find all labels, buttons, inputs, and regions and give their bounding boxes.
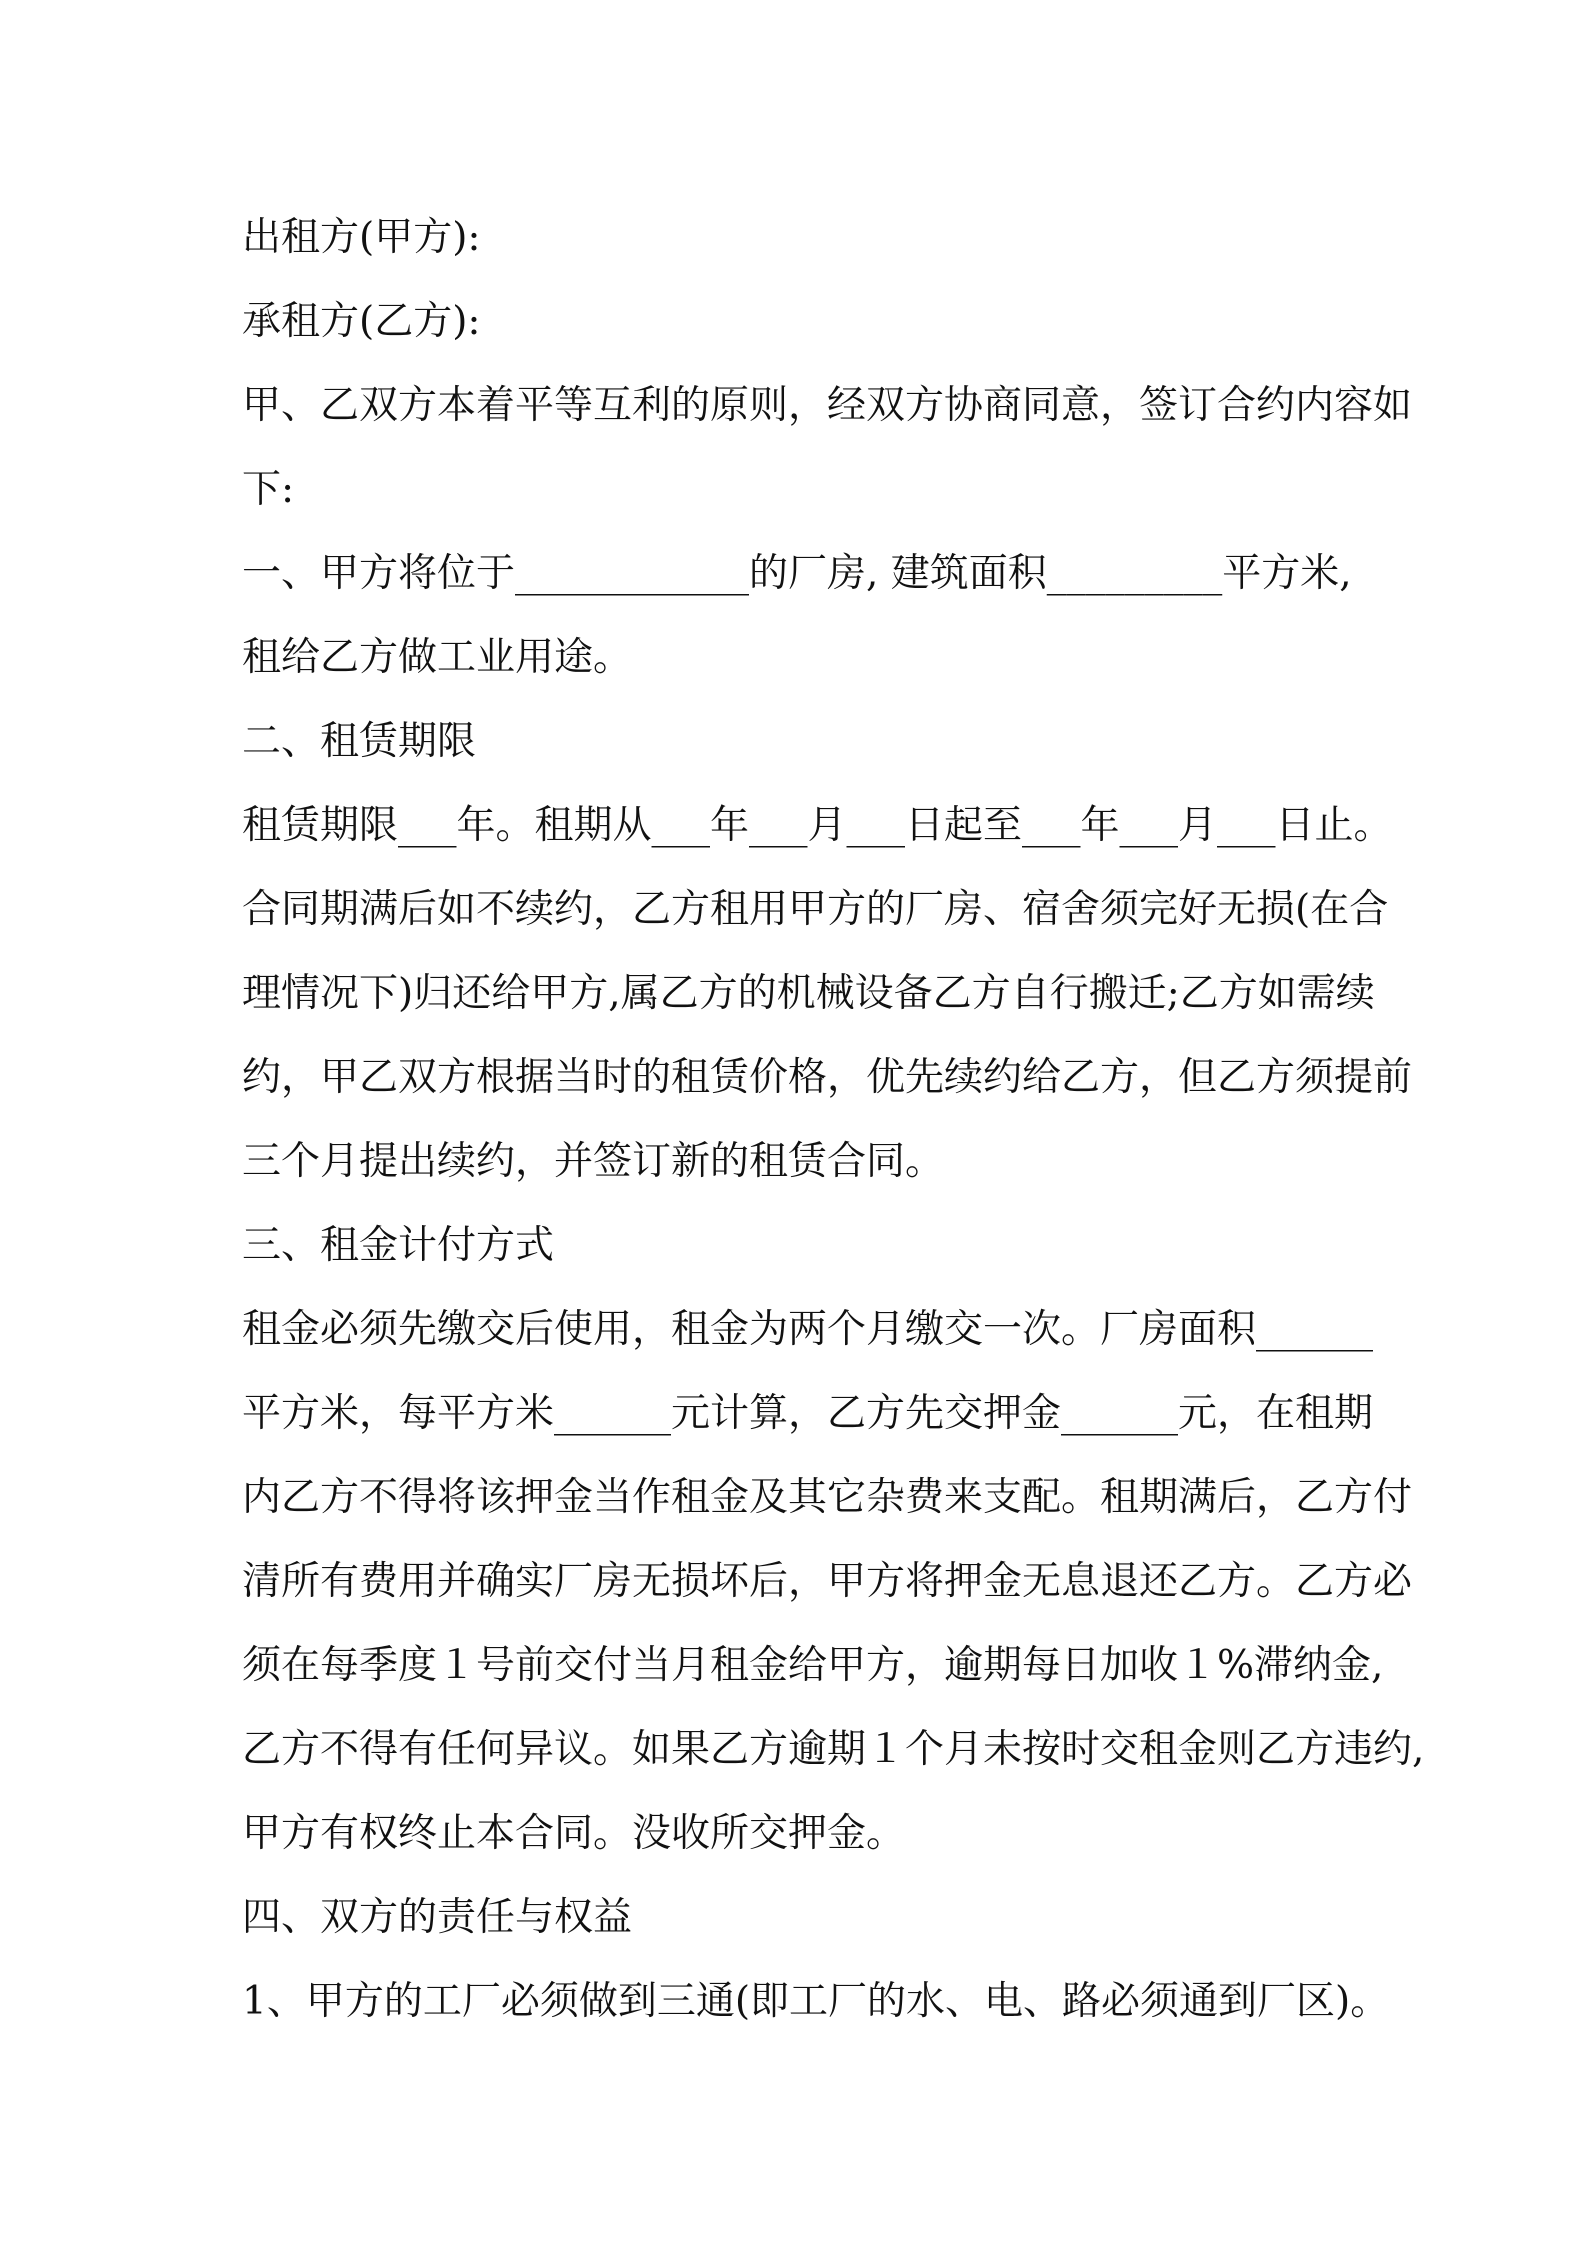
rent-payment-line: 清所有费用并确实厂房无损坏后，甲方将押金无息退还乙方。乙方必: [242, 1559, 1413, 1604]
rent-payment-line: 租金必须先缴交后使用，租金为两个月缴交一次。厂房面积______: [242, 1307, 1374, 1352]
lease-term-line: 合同期满后如不续约，乙方租用甲方的厂房、宿舍须完好无损(在合: [242, 887, 1389, 932]
lease-term-line: 三个月提出续约，并签订新的租赁合同。: [242, 1139, 945, 1184]
section-heading-lease-term: 二、租赁期限: [242, 719, 477, 764]
clause-one-line: 一、甲方将位于____________的厂房, 建筑面积_________平方米,: [242, 551, 1352, 596]
lease-term-line: 租赁期限___年。租期从___年___月___日起至___年___月___日止。: [242, 803, 1393, 848]
rent-payment-line: 内乙方不得将该押金当作租金及其它杂费来支配。租期满后，乙方付: [242, 1475, 1413, 1520]
intro-paragraph-line: 甲、乙双方本着平等互利的原则，经双方协商同意，签订合约内容如: [242, 383, 1413, 428]
responsibility-item-line: 1、甲方的工厂必须做到三通(即工厂的水、电、路必须通到厂区)。: [242, 1979, 1390, 2024]
lease-term-line: 约，甲乙双方根据当时的租赁价格，优先续约给乙方，但乙方须提前: [242, 1055, 1413, 1100]
rent-payment-line: 须在每季度１号前交付当月租金给甲方，逾期每日加收１%滞纳金,: [242, 1643, 1384, 1688]
lessor-line: 出租方(甲方):: [242, 215, 481, 260]
section-heading-rent-payment: 三、租金计付方式: [242, 1223, 555, 1268]
section-heading-responsibilities: 四、双方的责任与权益: [242, 1895, 633, 1940]
document-body: [242, 196, 1425, 2044]
intro-paragraph-line: 下:: [242, 467, 295, 512]
rent-payment-line: 甲方有权终止本合同。没收所交押金。: [242, 1811, 906, 1856]
lease-term-line: 理情况下)归还给甲方,属乙方的机械设备乙方自行搬迁;乙方如需续: [242, 971, 1375, 1016]
rent-payment-line: 平方米，每平方米______元计算，乙方先交押金______元，在租期: [242, 1391, 1374, 1436]
rent-payment-line: 乙方不得有任何异议。如果乙方逾期１个月未按时交租金则乙方违约,: [242, 1727, 1425, 1772]
clause-one-line: 租给乙方做工业用途。: [242, 635, 633, 680]
lessee-line: 承租方(乙方):: [242, 299, 481, 344]
